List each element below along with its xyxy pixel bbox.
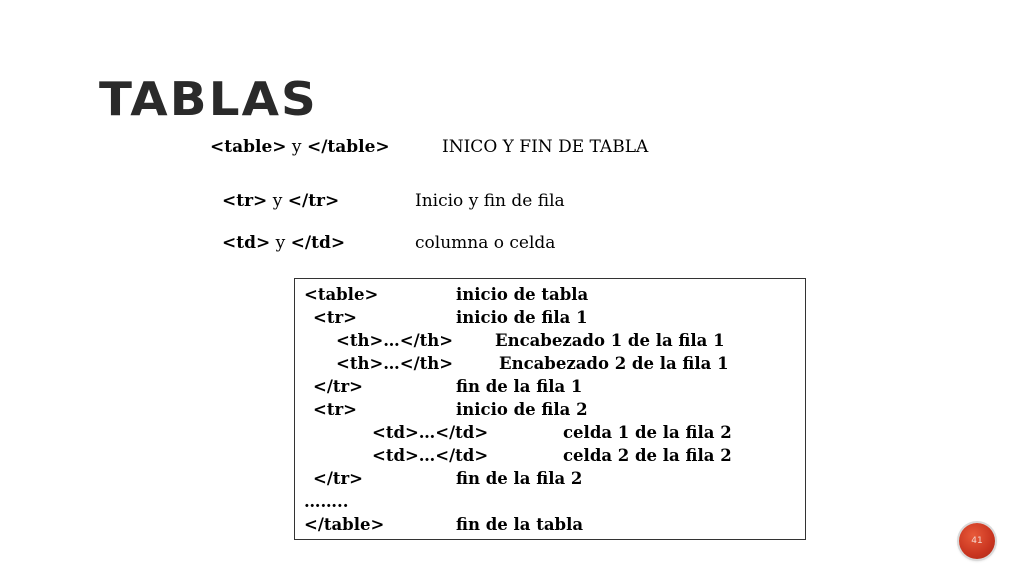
example-row: [304, 517, 794, 537]
example-code: </table>: [304, 515, 385, 534]
example-description: celda 2 de la fila 2: [563, 446, 732, 465]
example-description: fin de la fila 2: [456, 469, 583, 488]
definition-code: [210, 139, 390, 156]
example-code: </tr>: [313, 377, 363, 396]
open-tag: <tr>: [222, 191, 268, 211]
example-code-box: [294, 278, 806, 540]
example-ellipsis: ……..: [304, 492, 349, 511]
example-description: inicio de fila 2: [456, 400, 588, 419]
definition-description: Inicio y fin de fila: [415, 191, 565, 211]
close-tag: </table>: [306, 137, 390, 157]
connector-text: y: [270, 233, 291, 253]
definition-description: columna o celda: [415, 233, 556, 253]
example-code: <table>: [304, 285, 379, 304]
example-description: inicio de tabla: [456, 285, 589, 304]
example-code: </tr>: [313, 469, 363, 488]
example-row: [304, 287, 794, 307]
example-code: <th>…</th>: [336, 354, 454, 373]
open-tag: <table>: [210, 137, 287, 157]
close-tag: </tr>: [287, 191, 340, 211]
definition-code: [222, 235, 345, 252]
example-row: [304, 494, 794, 514]
example-row: [304, 356, 794, 376]
example-description: fin de la tabla: [456, 515, 584, 534]
example-row: [304, 471, 794, 491]
example-code: <th>…</th>: [336, 331, 454, 350]
definition-row-td: [222, 235, 642, 255]
example-row: [304, 310, 794, 330]
slide-number: 41: [971, 536, 983, 546]
definition-code: [222, 193, 339, 210]
definition-row-table: [210, 139, 670, 159]
example-description: fin de la fila 1: [456, 377, 583, 396]
example-row: [304, 402, 794, 422]
example-row: [304, 379, 794, 399]
example-description: inicio de fila 1: [456, 308, 588, 327]
connector-text: y: [286, 137, 307, 157]
example-description: Encabezado 1 de la fila 1: [495, 331, 725, 350]
definition-description: INICO Y FIN DE TABLA: [442, 137, 649, 157]
slide-number-badge: [959, 523, 995, 559]
example-code: <td>…</td>: [372, 446, 489, 465]
slide-title: TABLAS: [99, 72, 318, 126]
example-description: celda 1 de la fila 2: [563, 423, 732, 442]
definition-row-tr: [222, 193, 642, 213]
example-code: <td>…</td>: [372, 423, 489, 442]
example-row: [304, 448, 794, 468]
example-code: <tr>: [313, 308, 357, 327]
example-description: Encabezado 2 de la fila 1: [499, 354, 729, 373]
connector-text: y: [267, 191, 288, 211]
example-row: [304, 333, 794, 353]
close-tag: </td>: [290, 233, 346, 253]
open-tag: <td>: [222, 233, 271, 253]
example-row: [304, 425, 794, 445]
example-code: <tr>: [313, 400, 357, 419]
